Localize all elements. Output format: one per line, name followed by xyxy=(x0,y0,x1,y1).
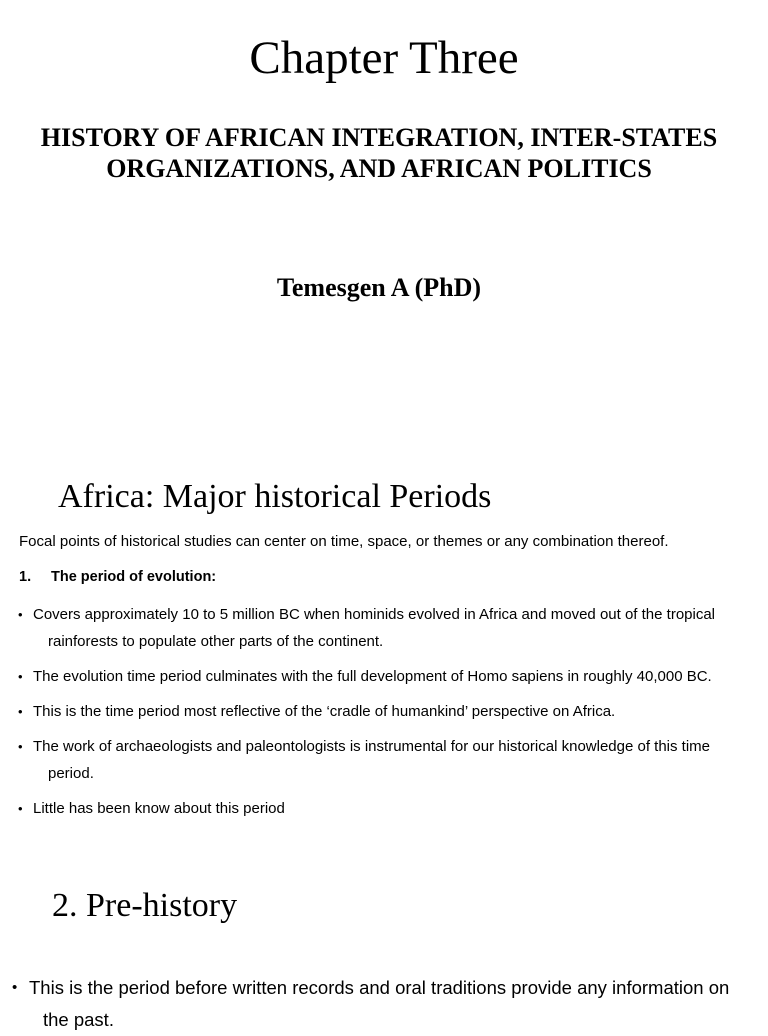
bullet-icon: • xyxy=(18,669,23,684)
chapter-title: Chapter Three xyxy=(249,32,519,84)
bullet-text: The evolution time period culminates with the full development of Homo sapiens in roughly 40,000 BC. xyxy=(33,668,712,685)
bullet-text: This is the period before written records and oral traditions provide any information on the past. xyxy=(29,977,730,1030)
bullet-text: This is the time period most reflective of the ‘cradle of humankind’ perspective on Africa. xyxy=(33,703,616,720)
bullet-icon: • xyxy=(18,801,23,816)
list-item xyxy=(18,795,746,822)
list-item xyxy=(18,698,746,725)
list-item xyxy=(18,601,746,655)
section-title-pre-history: 2. Pre-history xyxy=(52,887,238,924)
section-title-historical-periods: Africa: Major historical Periods xyxy=(58,478,492,515)
numbered-heading xyxy=(19,567,216,587)
bullet-icon: • xyxy=(12,979,18,996)
chapter-heading: HISTORY OF AFRICAN INTEGRATION, INTER-STATES ORGANIZATIONS, AND AFRICAN POLITICS xyxy=(40,123,718,183)
author-name: Temesgen A (PhD) xyxy=(276,273,482,302)
list-item xyxy=(18,663,746,690)
bullet-text: Covers approximately 10 to 5 million BC when hominids evolved in Africa and moved out of the tropical rainforests to populate other parts of the continent. xyxy=(33,606,716,650)
prehistory-bullet-list xyxy=(12,972,752,1036)
numbered-heading-label: The period of evolution: xyxy=(51,569,217,585)
list-item xyxy=(18,733,746,787)
bullet-icon: • xyxy=(18,607,23,622)
evolution-bullet-list xyxy=(18,601,746,830)
bullet-text: The work of archaeologists and paleontologists is instrumental for our historical knowledge of this time period. xyxy=(33,738,711,782)
intro-paragraph: Focal points of historical studies can center on time, space, or themes or any combination thereof. xyxy=(19,533,669,550)
bullet-icon: • xyxy=(18,739,23,754)
numbered-heading-number: 1. xyxy=(19,569,32,585)
bullet-text: Little has been know about this period xyxy=(33,800,285,817)
bullet-icon: • xyxy=(18,704,23,719)
list-item xyxy=(12,972,752,1036)
